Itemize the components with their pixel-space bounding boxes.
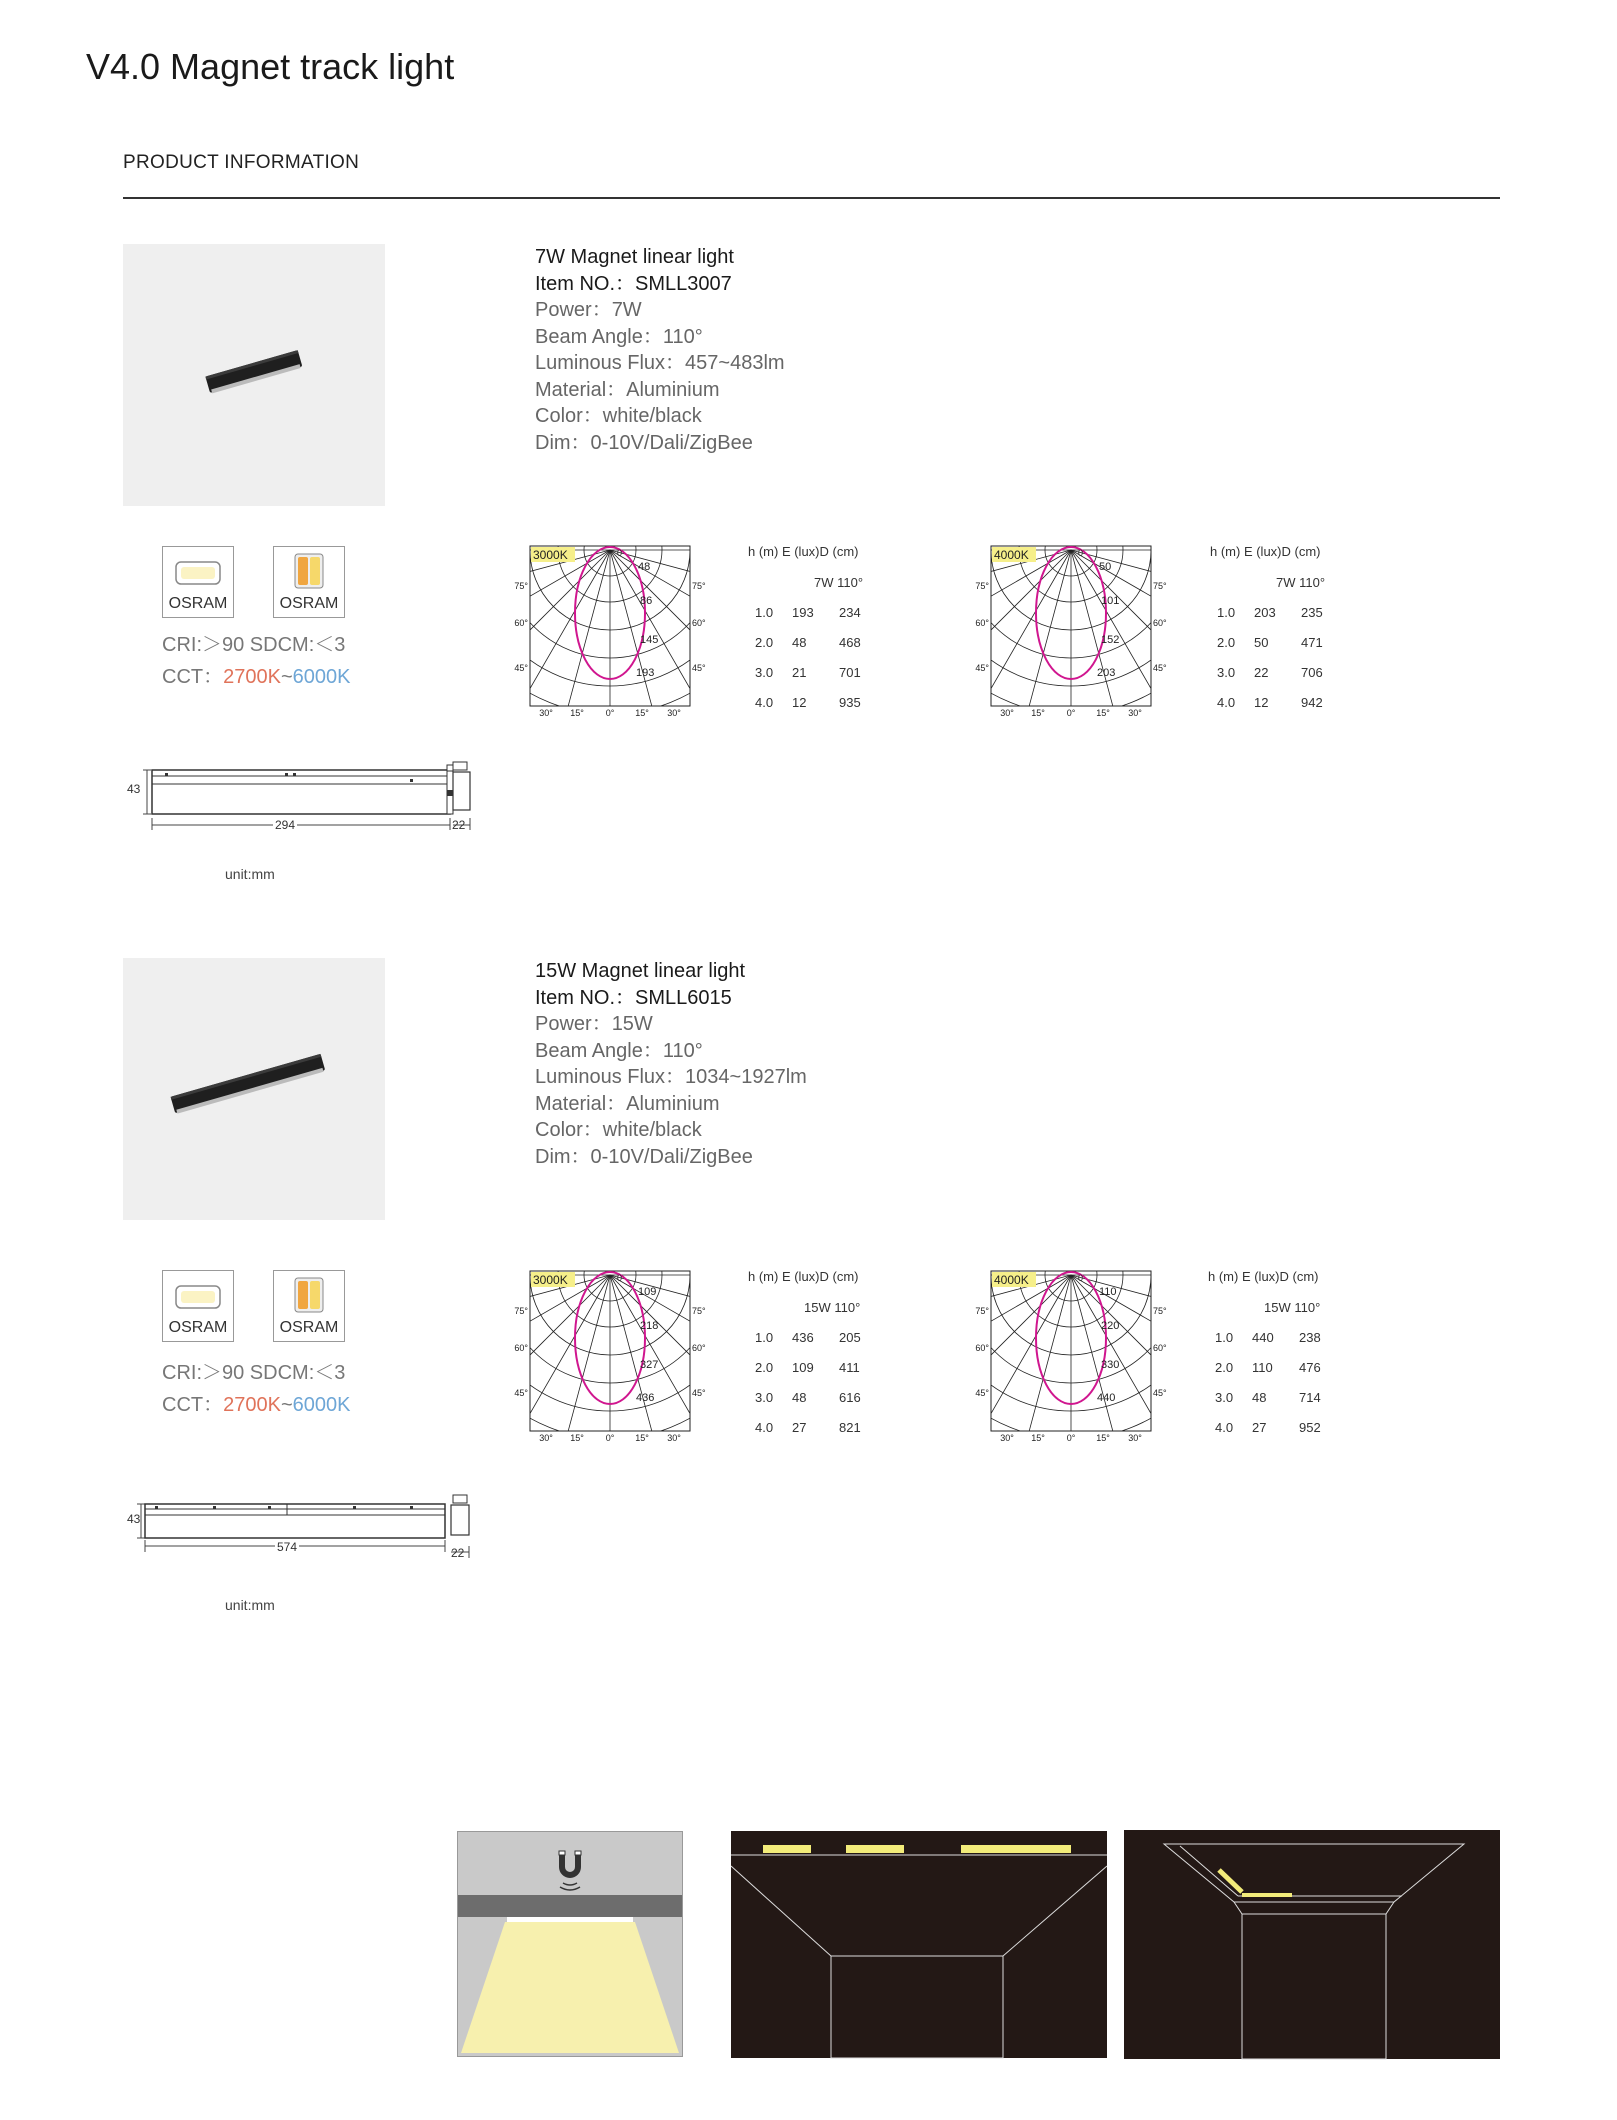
zero-label: 0 [617,548,623,558]
angle-label: 0° [1066,1433,1076,1443]
cri-text: CRI:＞90 SDCM:＜3 [162,634,346,656]
diameter-value: 234 [839,605,861,620]
length-dimension: 574 [277,1540,298,1554]
cri-text: CRI:＞90 SDCM:＜3 [162,1362,346,1384]
led-chip-icon [175,561,221,585]
angle-label: 45° [692,1388,706,1398]
table-header: h (m) E (lux)D (cm) [1208,1269,1319,1284]
table-row [1210,635,1330,655]
spec-line: Material：Aluminium [535,378,720,401]
height-value: 4.0 [1217,695,1236,710]
product-name: 15W Magnet linear light [535,960,746,982]
cct-prefix: CCT： [162,1394,224,1416]
table-row [748,635,868,655]
table-row [748,695,868,715]
intensity-label: 436 [636,1392,655,1404]
intensity-label: 330 [1101,1359,1120,1371]
intensity-label: 152 [1101,634,1120,646]
table-row [1210,605,1330,625]
angle-label: 60° [975,618,989,628]
polar-diagram [514,544,706,724]
product-specs [535,244,785,456]
table-subheader: 7W 110° [1276,575,1326,590]
polar-diagram [975,1269,1167,1449]
height-value: 3.0 [1217,665,1236,680]
lux-value: 22 [1254,665,1269,680]
intensity-label: 220 [1101,1320,1120,1332]
angle-label: 45° [975,1388,989,1398]
recessed-install-illustration [1124,1830,1500,2059]
illuminance-table [1208,1269,1368,1439]
angle-label: 15° [635,708,649,718]
illuminance-table [748,1269,908,1439]
intensity-label: 109 [638,1286,657,1298]
angle-label: 30° [1128,708,1142,718]
width-dimension: 22 [452,818,466,832]
angle-label: 75° [1153,1306,1167,1316]
lux-value: 436 [792,1330,814,1345]
table-header: h (m) E (lux)D (cm) [748,1269,859,1284]
spec-line: Dim：0-10V/Dali/ZigBee [535,431,753,454]
cct-separator: ~ [280,1394,293,1416]
table-header: h (m) E (lux)D (cm) [748,544,859,559]
angle-label: 75° [975,581,989,591]
height-value: 2.0 [1215,1360,1234,1375]
dimension-drawing [125,760,485,835]
angle-label: 45° [1153,1388,1167,1398]
led-chip-icon [294,1277,324,1313]
badge-label: OSRAM [279,595,339,612]
angle-label: 30° [1000,708,1014,718]
height-dimension: 43 [127,1512,141,1526]
angle-label: 0° [605,708,615,718]
diameter-value: 411 [839,1360,860,1375]
table-row [1208,1420,1328,1440]
spec-line: Color：white/black [535,1119,702,1141]
angle-label: 30° [539,1433,553,1443]
diameter-value: 821 [839,1420,861,1435]
angle-label: 45° [1153,663,1167,673]
angle-label: 15° [570,708,584,718]
lux-value: 48 [792,1390,807,1405]
intensity-label: 145 [640,634,659,646]
angle-label: 60° [514,1343,528,1353]
angle-label: 15° [1031,708,1045,718]
cct-cool: 6000K [292,666,351,688]
angle-label: 45° [975,663,989,673]
cct-warm: 2700K [223,666,281,688]
illuminance-table [1210,544,1370,714]
diameter-value: 468 [839,635,861,650]
table-header: h (m) E (lux)D (cm) [1210,544,1321,559]
product-name: 7W Magnet linear light [535,246,734,268]
diameter-value: 706 [1301,665,1323,680]
height-value: 1.0 [755,1330,774,1345]
cct-prefix: CCT： [162,666,224,688]
angle-label: 30° [667,1433,681,1443]
lux-value: 21 [792,665,807,680]
polar-diagram [975,544,1167,724]
polar-chart [975,544,1167,719]
badge-label: OSRAM [168,595,228,612]
lux-value: 440 [1252,1330,1274,1345]
polar-grid [896,1111,1246,1450]
angle-label: 60° [1153,618,1167,628]
height-value: 3.0 [1215,1390,1234,1405]
angle-label: 75° [975,1306,989,1316]
lux-value: 27 [792,1420,807,1435]
angle-label: 75° [514,581,528,591]
diameter-value: 471 [1301,635,1323,650]
angle-label: 30° [1000,1433,1014,1443]
lux-value: 12 [792,695,807,710]
zero-label: 0 [617,1273,623,1283]
dimension-drawing [125,1494,485,1566]
angle-label: 75° [692,1306,706,1316]
table-row [1210,665,1330,685]
height-value: 1.0 [755,605,774,620]
diameter-value: 952 [1299,1420,1321,1435]
diameter-value: 616 [839,1390,861,1405]
spec-line: Material：Aluminium [535,1092,720,1115]
spec-line: Luminous Flux：457~483lm [535,352,785,374]
angle-label: 60° [692,1343,706,1353]
table-row [748,1330,868,1350]
height-value: 4.0 [755,695,774,710]
led-chip-icon [175,1285,221,1309]
angle-label: 60° [1153,1343,1167,1353]
polar-diagram [514,1269,706,1449]
zero-label: 0 [1078,548,1084,558]
zero-label: 0 [1078,1273,1084,1283]
angle-label: 75° [514,1306,528,1316]
lux-value: 50 [1254,635,1269,650]
table-row [748,1360,868,1380]
table-row [1208,1360,1328,1380]
osram-badge [162,1270,234,1342]
spec-line: Power：7W [535,299,642,321]
polar-chart [975,1269,1167,1444]
diameter-value: 942 [1301,695,1323,710]
height-value: 2.0 [1217,635,1236,650]
intensity-label: 193 [636,667,655,679]
height-value: 2.0 [755,1360,774,1375]
cct-text [162,1388,350,1417]
angle-label: 45° [514,1388,528,1398]
table-subheader: 7W 110° [814,575,864,590]
intensity-label: 48 [638,561,651,573]
angle-label: 75° [692,581,706,591]
page-title: V4.0 Magnet track light [86,46,455,87]
unit-label: unit:mm [225,1597,275,1613]
intensity-label: 203 [1097,667,1116,679]
table-row [748,1390,868,1410]
color-temp-label: 4000K [994,548,1029,562]
angle-label: 15° [635,1433,649,1443]
product-image [123,958,385,1220]
badge-label: OSRAM [168,1319,228,1336]
illuminance-table [748,544,908,714]
lux-value: 48 [1252,1390,1267,1405]
diameter-value: 714 [1299,1390,1321,1405]
angle-label: 0° [605,1433,615,1443]
color-temp-label: 3000K [533,1273,568,1287]
diameter-value: 701 [839,665,861,680]
spec-line: Beam Angle：110° [535,325,703,348]
intensity-label: 50 [1099,561,1112,573]
angle-label: 45° [692,663,706,673]
lux-value: 193 [792,605,814,620]
magnet-mount-illustration [457,1831,683,2057]
table-row [748,1420,868,1440]
polar-chart [514,1269,706,1444]
spec-line: Dim：0-10V/Dali/ZigBee [535,1145,753,1168]
intensity-label: 440 [1097,1392,1116,1404]
lux-value: 110 [1252,1360,1273,1375]
color-temp-label: 3000K [533,548,568,562]
cct-warm: 2700K [223,1394,281,1416]
cct-cool: 6000K [292,1394,351,1416]
angle-label: 0° [1066,708,1076,718]
polar-chart [514,544,706,719]
table-row [1208,1390,1328,1410]
intensity-label: 86 [640,595,653,607]
intensity-label: 110 [1099,1286,1117,1298]
osram-badge [162,546,234,618]
length-dimension: 294 [275,818,296,832]
angle-label: 30° [539,708,553,718]
angle-label: 60° [514,618,528,628]
section-title: PRODUCT INFORMATION [123,152,360,173]
angle-label: 15° [570,1433,584,1443]
table-subheader: 15W 110° [804,1300,861,1315]
polar-grid [896,386,1246,725]
intensity-label: 101 [1101,595,1120,607]
angle-label: 30° [1128,1433,1142,1443]
lux-value: 27 [1252,1420,1267,1435]
led-chip-icon [294,553,324,589]
spec-line: Power：15W [535,1013,653,1035]
angle-label: 30° [667,708,681,718]
lux-value: 203 [1254,605,1276,620]
lux-value: 48 [792,635,807,650]
unit-label: unit:mm [225,866,275,882]
lux-value: 109 [792,1360,814,1375]
product-specs [535,958,807,1170]
color-temp-label: 4000K [994,1273,1029,1287]
angle-label: 60° [692,618,706,628]
height-value: 1.0 [1215,1330,1234,1345]
angle-label: 45° [514,663,528,673]
height-value: 1.0 [1217,605,1236,620]
spec-line: Color：white/black [535,405,702,427]
cct-text [162,660,350,689]
diameter-value: 476 [1299,1360,1321,1375]
item-number: Item NO.：SMLL6015 [535,986,732,1009]
intensity-label: 327 [640,1359,659,1371]
table-row [1210,695,1330,715]
angle-label: 60° [975,1343,989,1353]
table-row [748,605,868,625]
height-dimension: 43 [127,782,141,796]
height-value: 4.0 [1215,1420,1234,1435]
lux-value: 12 [1254,695,1269,710]
section-divider [123,197,1500,199]
height-value: 3.0 [755,1390,774,1405]
angle-label: 15° [1031,1433,1045,1443]
height-value: 2.0 [755,635,774,650]
height-value: 4.0 [755,1420,774,1435]
diameter-value: 238 [1299,1330,1321,1345]
table-subheader: 15W 110° [1264,1300,1321,1315]
diameter-value: 935 [839,695,861,710]
item-number: Item NO.：SMLL3007 [535,272,732,295]
spec-line: Beam Angle：110° [535,1039,703,1062]
diameter-value: 205 [839,1330,861,1345]
table-row [1208,1330,1328,1350]
height-value: 3.0 [755,665,774,680]
table-row [748,665,868,685]
osram-badge [273,546,345,618]
angle-label: 15° [1096,708,1110,718]
cct-separator: ~ [280,666,293,688]
spec-line: Luminous Flux：1034~1927lm [535,1066,807,1088]
intensity-label: 218 [640,1320,659,1332]
product-image [123,244,385,506]
width-dimension: 22 [451,1546,465,1560]
angle-label: 15° [1096,1433,1110,1443]
badge-label: OSRAM [279,1319,339,1336]
ceiling-install-illustration [731,1831,1107,2058]
osram-badge [273,1270,345,1342]
angle-label: 75° [1153,581,1167,591]
diameter-value: 235 [1301,605,1323,620]
